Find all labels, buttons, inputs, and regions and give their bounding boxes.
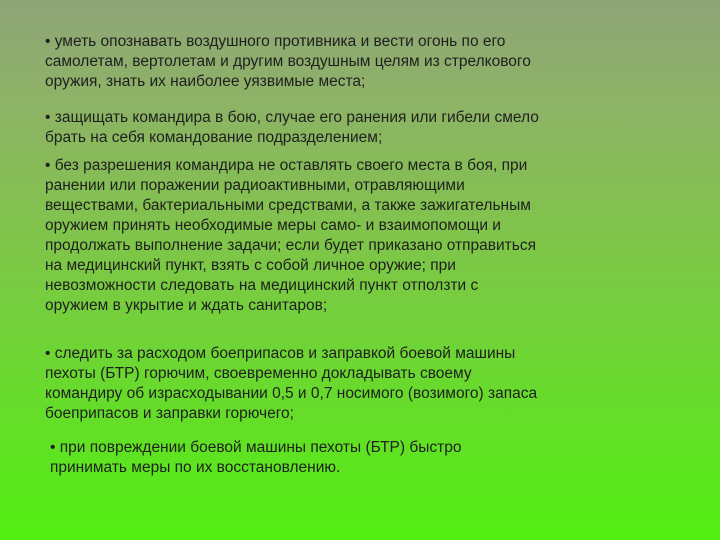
bullet-vehicle-repair: • при повреждении боевой машины пехоты (БТР) быстро принимать меры по их восстановлению.: [50, 439, 462, 476]
bullet-aircraft-recognition: • уметь опознавать воздушного противника и вести огонь по его самолетам, вертолетам и другим воздушным целям из стрелкового оружия, знать их наиболее уязвимые места;: [45, 33, 531, 90]
bullet-ammo-fuel-monitoring: • следить за расходом боеприпасов и заправкой боевой машины пехоты (БТР) горючим, своевременно докладывать своему командиру об израсходывании 0,5 и 0,7 носимого (возимого) запаса боеприпасов и заправки горючего;: [45, 345, 538, 422]
bullet-stay-in-position: • без разрешения командира не оставлять своего места в боя, при ранении или поражении радиоактивными, отравляющими веществами, бактериальными средствами, а также зажигательным оружием принять необходимые меры само- и взаимопомощи и продолжать выполнение задачи; если будет приказано отправиться на медицинский пункт, взять с собой личное оружие; при невозможности следовать на медицинский пункт отползти с оружием в укрытие и ждать санитаров;: [45, 157, 536, 314]
bullet-protect-commander: • защищать командира в бою, случае его ранения или гибели смело брать на себя командование подразделением;: [45, 109, 539, 146]
